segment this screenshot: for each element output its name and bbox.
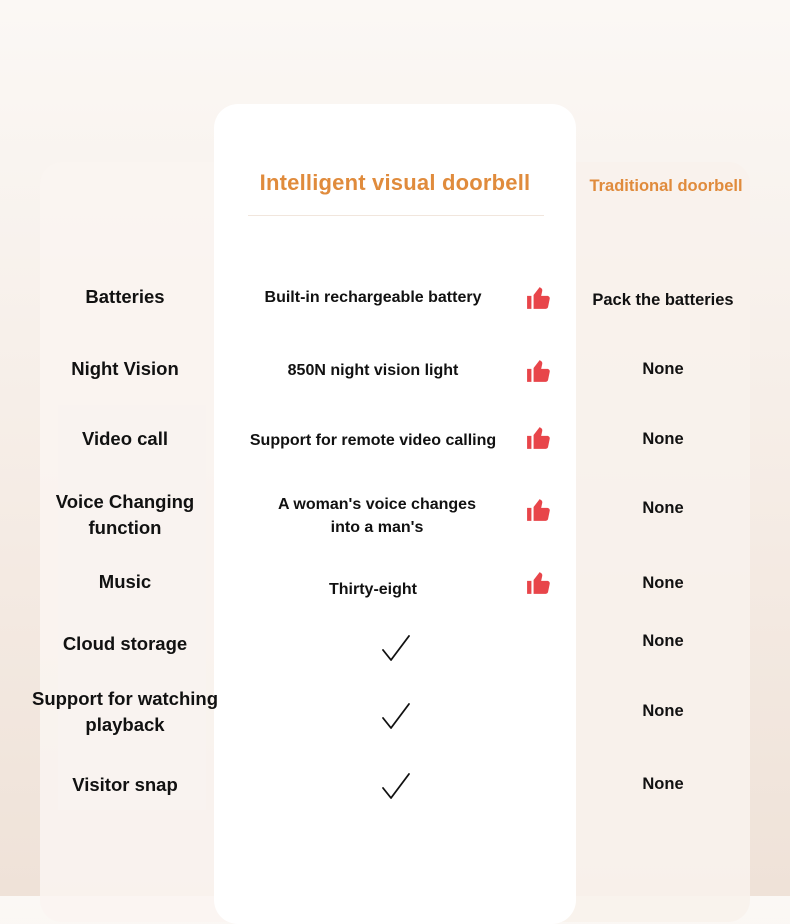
smart-value-night-vision: 850N night vision light bbox=[287, 362, 459, 379]
smart-value-batteries: Built-in rechargeable battery bbox=[264, 289, 482, 306]
traditional-value-night-vision: None bbox=[642, 359, 684, 378]
feature-label-video-call: Video call bbox=[81, 428, 169, 449]
thumbs-up-icon bbox=[526, 285, 552, 311]
thumbs-up-icon bbox=[526, 497, 552, 523]
feature-label-visitor-snap: Visitor snap bbox=[72, 774, 178, 795]
feature-label-playback: Support for watching playback bbox=[31, 688, 218, 735]
feature-label-night-vision: Night Vision bbox=[71, 358, 179, 379]
thumbs-up-icon bbox=[526, 425, 552, 451]
smart-value-music: Thirty-eight bbox=[329, 581, 417, 598]
traditional-value-video-call: None bbox=[642, 429, 684, 448]
feature-column-inner-panel bbox=[58, 405, 206, 810]
heading-divider bbox=[248, 205, 544, 216]
traditional-value-cloud-storage: None bbox=[642, 631, 684, 650]
thumbs-up-icon bbox=[526, 570, 552, 596]
checkmark-icon bbox=[381, 633, 411, 663]
feature-label-voice-changing: Voice Changing function bbox=[55, 491, 195, 538]
smart-doorbell-heading: Intelligent visual doorbell bbox=[259, 170, 531, 195]
feature-label-music: Music bbox=[98, 571, 152, 592]
traditional-value-visitor-snap: None bbox=[642, 774, 684, 793]
traditional-value-music: None bbox=[642, 573, 684, 592]
traditional-value-playback: None bbox=[642, 701, 684, 720]
checkmark-icon bbox=[381, 701, 411, 731]
smart-value-video-call: Support for remote video calling bbox=[249, 432, 497, 449]
smart-value-voice-changing: A woman's voice changes into a man's bbox=[278, 496, 476, 536]
thumbs-up-icon bbox=[526, 358, 552, 384]
checkmark-icon bbox=[381, 771, 411, 801]
feature-label-batteries: Batteries bbox=[85, 286, 165, 307]
feature-label-cloud-storage: Cloud storage bbox=[62, 633, 188, 654]
traditional-value-batteries: Pack the batteries bbox=[592, 290, 734, 309]
traditional-doorbell-heading: Traditional doorbell bbox=[589, 177, 743, 195]
traditional-value-voice-changing: None bbox=[642, 498, 684, 517]
